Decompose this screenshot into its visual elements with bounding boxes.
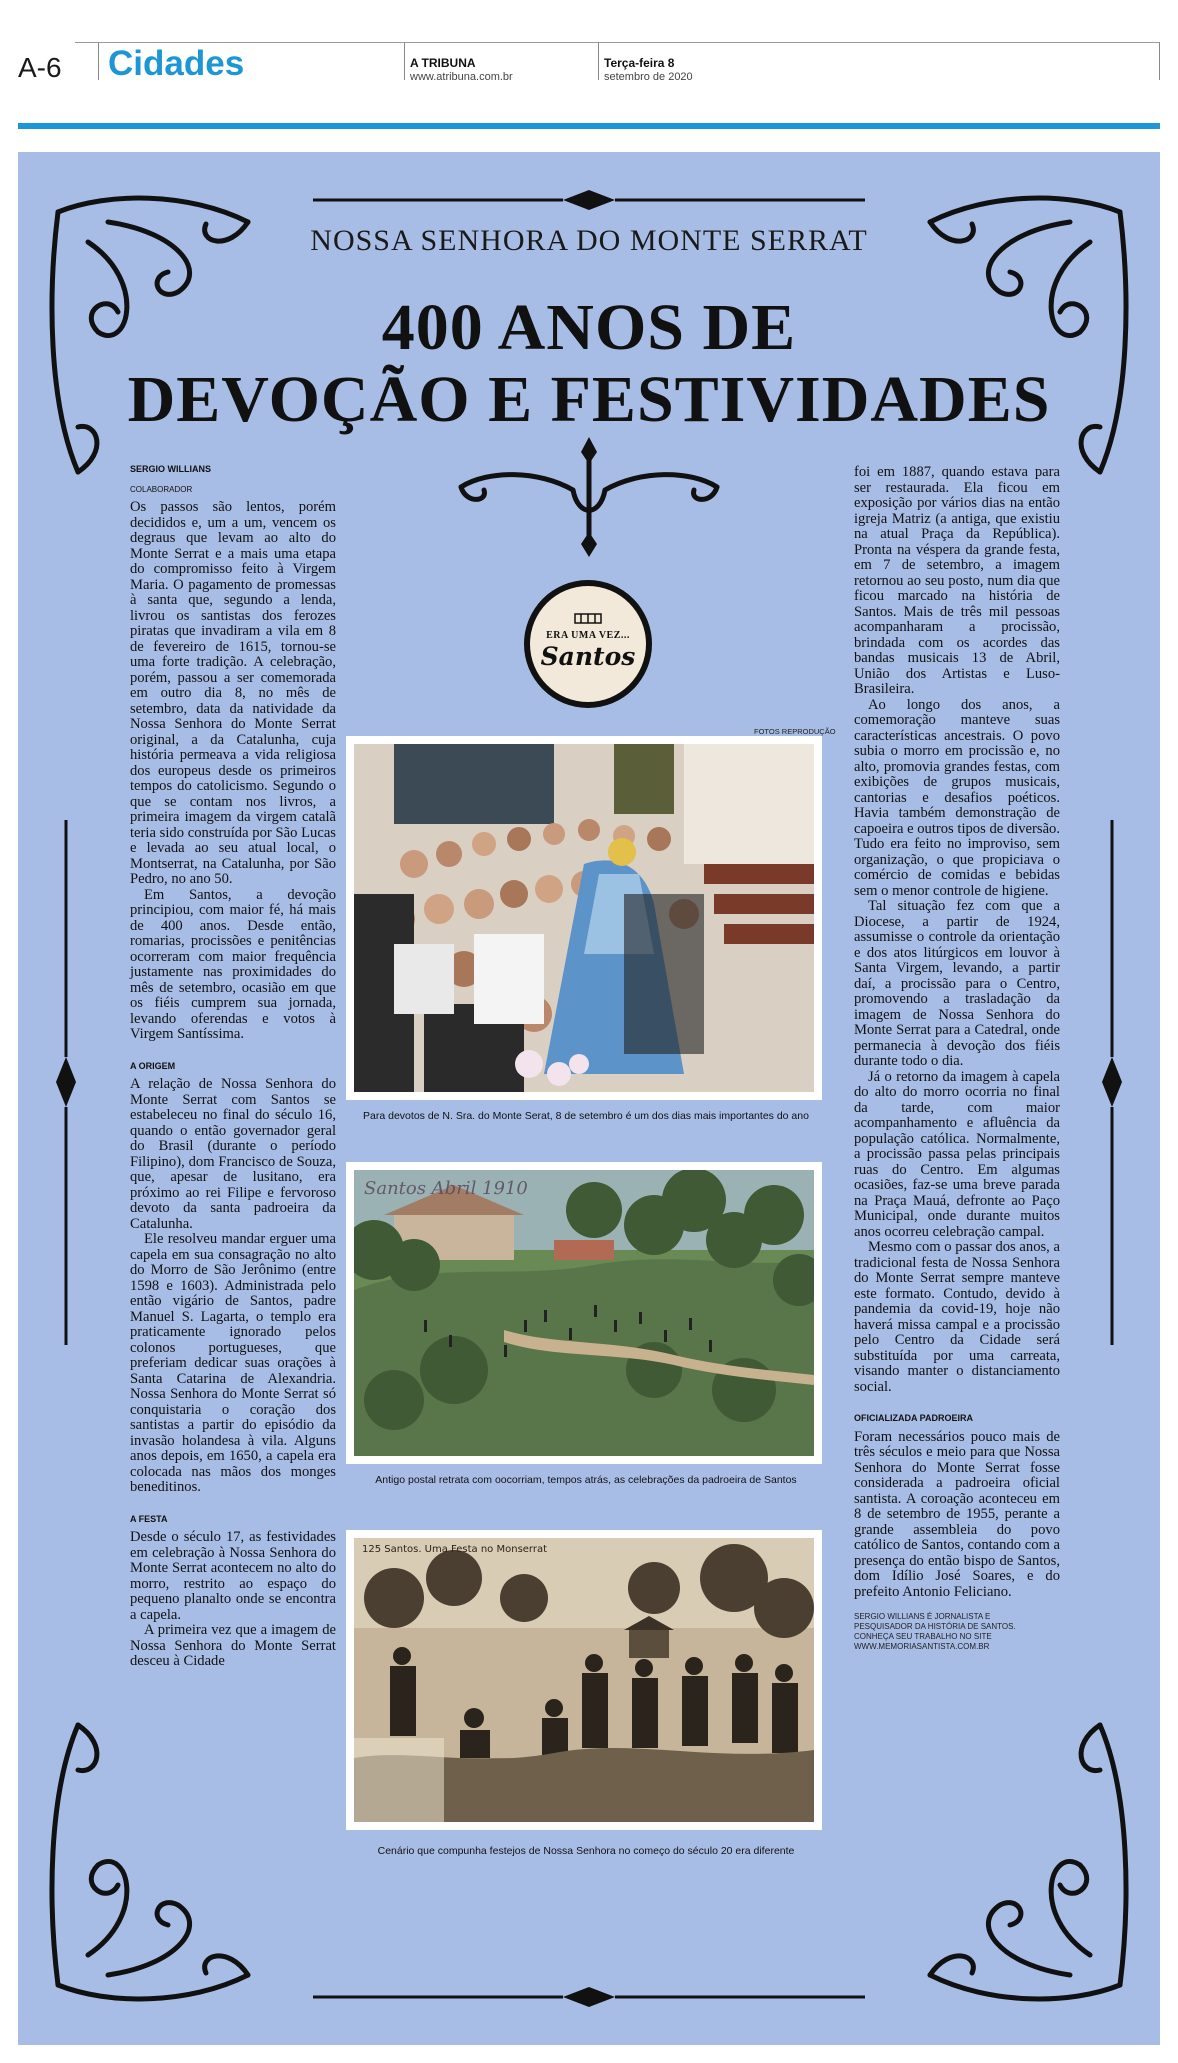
article-column-right [854,465,1060,1652]
photo-sepia-festival [346,1530,822,1830]
photo-procession-image [354,744,814,1092]
subhead: A FESTA [130,1513,168,1524]
paragraph: Os passos são lentos, porém decididos e, um a um, vencem os degraus que levam ao alto do Monte Serrat e a mais uma etapa do compromisso feito à Virgem Maria. O pagamento de promessas à santa que, segundo a lenda, livrou os santistas dos ferozes piratas que invadiram a vila em 8 de fevereiro de 1615, tornou-se uma forte tradição. A celebração, porém, passou a ser comemorada em outro dia 8, no mês de setembro, data da natividade da Nossa Senhora do Monte Serrat original, a da Catalunha, cuja história permeava a vida religiosa dos europeus desde os primeiros tempos do catolicismo. Segundo o que se contam nos livros, a primeira imagem da virgem catalã teria sido construída por São Lucas e levada ao seu atual local, o Montserrat, na Catalunha, por São Pedro, no ano 50. [130,499,336,887]
photo-credit: FOTOS REPRODUÇÃO [754,727,836,736]
header-separator [1159,42,1160,80]
credit-line: SERGIO WILLIANS É JORNALISTA E [854,1612,991,1621]
postcard-handwriting: Santos Abril 1910 [364,1178,528,1199]
byline-role: COLABORADOR [130,484,193,494]
byline: SERGIO WILLIANS [130,464,211,474]
building-icon [574,612,602,624]
publication-name: A TRIBUNA [410,56,476,70]
header-separator [98,42,99,80]
paragraph: Foram necessários pouco mais de três séculos e meio para que Nossa Senhora do Monte Serrat fosse considerada a padroeira oficial santista. A coroação aconteceu em 8 de setembro de 1955, perante a grande assembleia do povo católico de Santos, contando com a presença do então bispo de Santos, dom Idílio José Soares, e do prefeito Antonio Feliciano. [854,1428,1060,1600]
paragraph: A relação de Nossa Senhora do Monte Serrat com Santos se estabeleceu no final do século 16, quando o então governador geral do Brasil (durante o período Filipino), dom Francisco de Souza, que, apesar de lusitano, era próximo ao rei Filipe e fervoroso devoto da santa padroeira da Catalunha. [130,1076,336,1232]
photo-sepia-image [354,1538,814,1822]
photo-caption: Antigo postal retrata com oocorriam, tempos atrás, as celebrações da padroeira de Santos [375,1474,797,1486]
page-number: A-6 [18,52,62,83]
badge-subtitle: Santos [540,642,636,671]
paragraph: A primeira vez que a imagem de Nossa Senhora do Monte Serrat desceu à Cidade [130,1622,336,1669]
header-separator [598,42,599,80]
paragraph: Tal situação fez com que a Diocese, a partir de 1924, assumisse o controle da orientação e dos atos litúrgicos em louvor à Santa Virgem, levando, a partir daí, a procissão para o Centro, promovendo a trasladação da imagem de Nossa Senhora do Monte Serrat para a Catedral, onde permanecia à devoção dos fiéis durante todo o dia. [854,898,1060,1069]
paragraph: foi em 1887, quando estava para ser restaurada. Ela ficou em exposição por vários dias na então igreja Matriz (a antiga, que existiu na atual Praça da República). Pronta na véspera da grande festa, em 7 de setembro, a imagem retornou ao seu posto, num dia que ficou marcado na história de Santos. Mais de três mil pessoas acompanharam a procissão, brindada com os acordes das bandas musicais 13 de Abril, União dos Artistas e Luso-Brasileira. [854,464,1060,697]
article-panel [18,152,1160,2045]
subhead: OFICIALIZADA PADROEIRA [854,1413,973,1423]
article-headline [18,292,1160,436]
page-header [0,0,1178,125]
header-divider [75,42,1160,43]
corner-flourish-bottom-right [1100,1725,1126,1985]
photo-caption: Para devotos de N. Sra. do Monte Serat, 8 de setembro é um dos dias mais importantes do ano [363,1110,809,1122]
publication-url: www.atribuna.com.br [410,71,513,83]
photo-procession [346,736,822,1100]
headline-line: DEVOÇÃO E FESTIVIDADES [127,363,1051,436]
corner-flourish-bottom-left [52,1725,78,1985]
header-separator [404,42,405,80]
paragraph: Desde o século 17, as festividades em celebração à Nossa Senhora do Monte Serrat acontecem no alto do morro, restrito ao espaço do pequeno planalto onde se encontra a capela. [130,1529,336,1623]
headline-line: 400 ANOS DE [381,291,797,364]
paragraph: Em Santos, a devoção principiou, com maior fé, há mais de 400 anos. Desde então, romarias, procissões e penitências ocorreram com maior frequência justamente nas proximidades do mês de setembro, ocasião em que os fiéis cumprem sua jornada, levando oferendas e votos à Virgem Santíssima. [130,886,336,1042]
paragraph: Ao longo dos anos, a comemoração manteve suas características ancestrais. O povo subia o morro em procissão e, no alto, promovia grandes festas, com exibições de grupos musicais, cantorias e desafios poéticos. Havia também demonstração de capoeira e outros tipos de diversão. Tudo era feito no improviso, sem organização, o que propiciava o comércio de comidas e bebidas sem o menor controle de higiene. [854,696,1060,899]
postcard-label: 125 Santos. Uma Festa no Monserrat [362,1544,548,1555]
photo-postcard-image [354,1170,814,1456]
article-column-left [130,462,336,1670]
paragraph: Mesmo com o passar dos anos, a tradicional festa de Nossa Senhora do Monte Serrat sempre manteve este formato. Contudo, devido à pandemia da covid-19, hoje não haverá missa campal e a procissão pelo Centro da Cidade será substituída por uma carreata, visando manter o distanciamento social. [854,1239,1060,1395]
paragraph: Já o retorno da imagem à capela do alto do morro ocorria no final da tarde, com maior acompanhamento e afluência da população católica. Normalmente, a procissão passa pelas principais ruas do Centro. Em algumas ocasiões, faz-se uma breve parada na Praça Mauá, defronte ao Paço Municipal, onde durante muitos anos ocorreu celebração campal. [854,1068,1060,1240]
paragraph: Ele resolveu mandar erguer uma capela em sua consagração no alto do Morro de São Jerônimo (entre 1598 e 1603). Administrada pelo então vigário de Santos, padre Manuel S. Lagarta, o templo era praticamente ignorado pelos colonos portugueses, que preferiam dedicar suas orações à Santa Catarina de Alexandria. Nossa Senhora do Monte Serrat só conquistaria o coração dos santistas a partir do episódio da invasão holandesa à vila. Alguns anos depois, em 1650, a capela era colocada nas mãos dos monges beneditinos. [130,1231,336,1495]
photo-postcard [346,1162,822,1464]
credit-line: WWW.MEMORIASANTISTA.COM.BR [854,1642,990,1651]
article-kicker: NOSSA SENHORA DO MONTE SERRAT [310,224,868,257]
badge-title: ERA UMA VEZ... [546,630,630,641]
issue-month-year: setembro de 2020 [604,71,693,83]
era-uma-vez-santos-logo [524,580,652,708]
credit-line: CONHEÇA SEU TRABALHO NO SITE [854,1632,992,1641]
subhead: A ORIGEM [130,1060,176,1071]
accent-rule [18,123,1160,129]
issue-weekday: Terça-feira 8 [604,56,675,70]
credit-line: PESQUISADOR DA HISTÓRIA DE SANTOS. [854,1622,1016,1631]
photo-caption: Cenário que compunha festejos de Nossa Senhora no começo do século 20 era diferente [377,1845,795,1857]
section-title: Cidades [108,44,245,83]
author-credit [854,1612,1060,1652]
